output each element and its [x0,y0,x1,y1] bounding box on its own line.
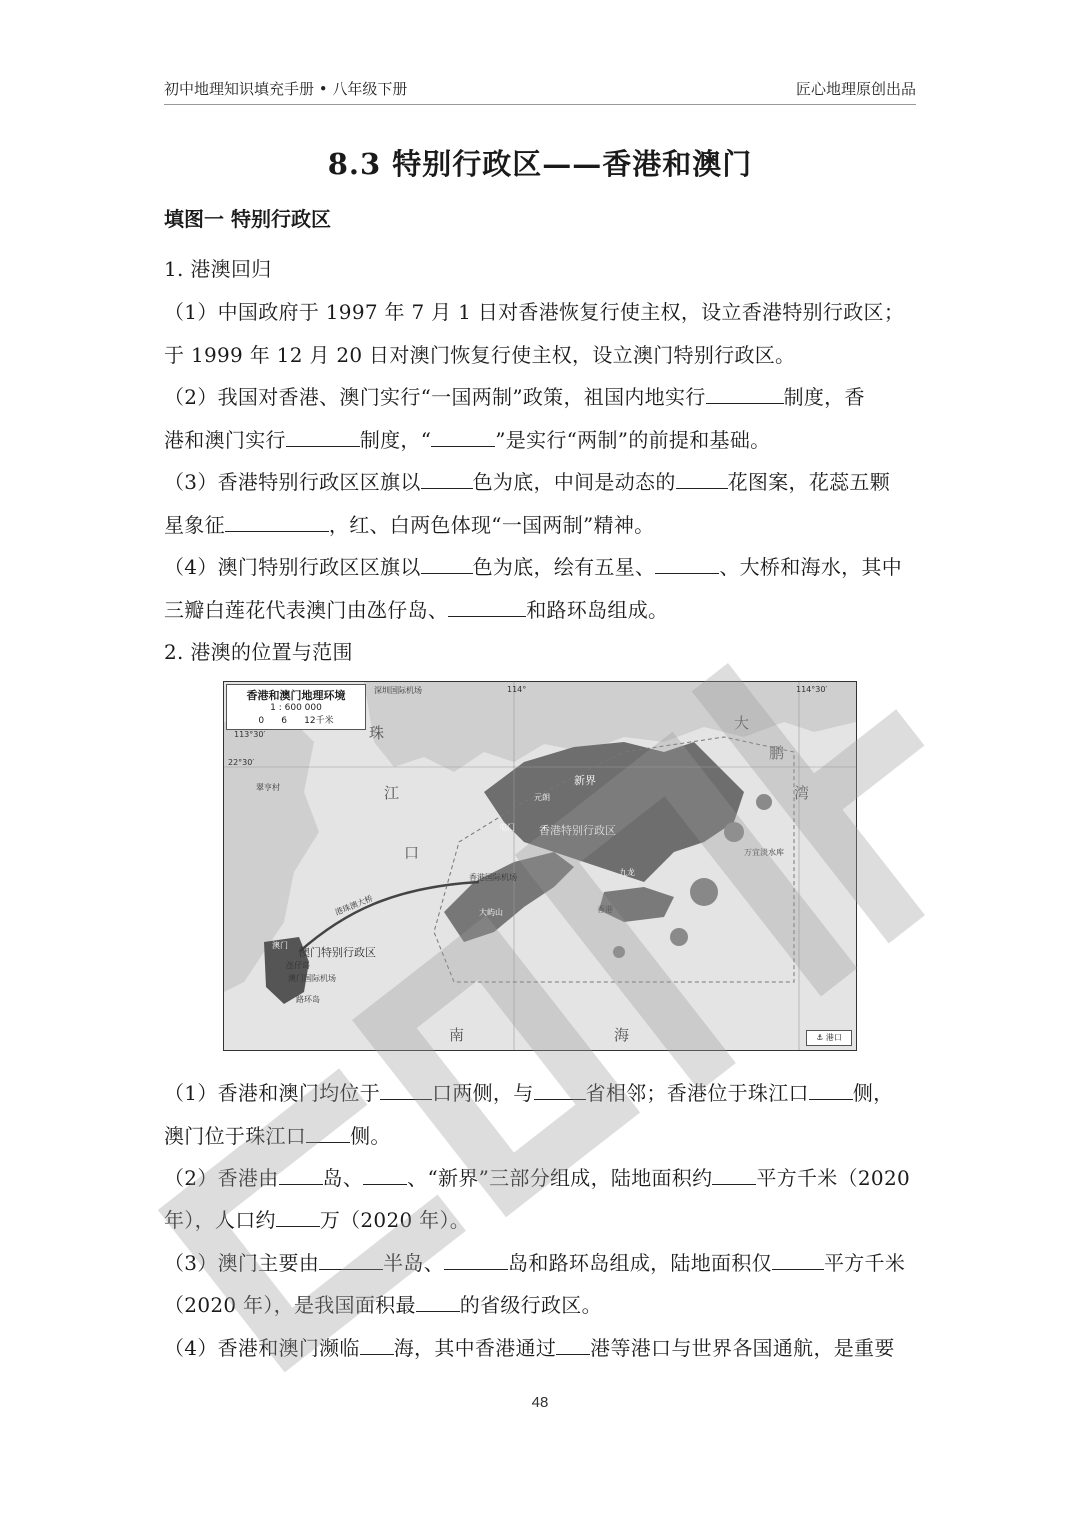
wan-label: 湾 [794,784,810,802]
q1-p3-line1 [164,466,890,495]
hk-island-label: 香港 [597,905,613,914]
page-title: 8.3 特别行政区——香港和澳门 [327,147,753,181]
section-heading: 填图一 特别行政区 [164,207,331,231]
text: 万（2020 年）。 [319,1208,471,1232]
answer-blank[interactable] [676,470,728,489]
bridge-label: 港珠澳大桥 [333,893,375,918]
q2-p1-line1 [164,1077,893,1106]
text: 岛和路环岛组成，陆地面积仅 [508,1251,772,1275]
answer-blank[interactable] [421,470,473,489]
map-scale-ticks [227,713,365,726]
scale-tick: 0 [258,716,265,726]
header-left: 初中地理知识填充手册 • 八年级下册 [164,80,408,98]
q2-p2-line2 [164,1204,470,1233]
text: 、“新界”三部分组成，陆地面积约 [407,1166,713,1190]
q2-p3-line2 [164,1289,602,1318]
q1-p1-line1: （1）中国政府于 1997 年 7 月 1 日对香港恢复行使主权，设立香港特别行政区； [164,300,905,324]
answer-blank[interactable] [556,1336,590,1355]
text: （2）我国对香港、澳门实行“一国两制”政策，祖国内地实行 [164,385,706,409]
text: 平方千米（2020 [756,1166,910,1190]
q1-heading: 1. 港澳回归 [164,257,272,281]
sz-airport-label: 深圳国际机场 [374,686,422,695]
text: （4）澳门特别行政区区旗以 [164,555,421,579]
text: 岛、 [322,1166,364,1190]
da-label: 大 [734,714,750,732]
answer-blank[interactable] [279,1166,323,1185]
hai-label: 海 [614,1026,630,1044]
answer-blank[interactable] [712,1166,756,1185]
text: 、大桥和海水，其中 [719,555,903,579]
q1-p3-line2 [164,509,654,538]
q1-p4-line2 [164,594,668,623]
answer-blank[interactable] [380,1081,432,1100]
q2-p4-line1 [164,1332,895,1361]
q1-p1-line2: 于 1999 年 12 月 20 日对澳门恢复行使主权，设立澳门特别行政区。 [164,343,796,367]
key-label: 港口 [825,1033,842,1042]
text: （1）香港和澳门均位于 [164,1081,381,1105]
text: 港等港口与世界各国通航，是重要 [590,1336,895,1360]
answer-blank[interactable] [421,555,473,574]
text: 港和澳门实行 [164,428,286,452]
hk-macao-map [223,681,857,1051]
answer-blank[interactable] [706,385,784,404]
page-number: 48 [531,1394,549,1411]
text: 海，其中香港通过 [393,1336,557,1360]
text: 和路环岛组成。 [526,598,669,622]
taipa-label: 氹仔岛 [286,961,310,970]
answer-blank[interactable] [416,1293,460,1312]
lat-label: 22°30′ [228,758,255,767]
lon-label: 114° [507,685,527,694]
q2-p2-line1 [164,1162,910,1191]
q2-p3-line1 [164,1247,905,1276]
text: 花图案，花蕊五颗 [727,470,891,494]
text: 侧。 [350,1124,391,1148]
scale-tick: 12千米 [304,716,334,726]
text: （2020 年），是我国面积最 [164,1293,416,1317]
map-legend [226,684,366,730]
text: （3）香港特别行政区区旗以 [164,470,421,494]
lon-label: 114°30′ [796,685,828,694]
text: 半岛、 [383,1251,445,1275]
text: 色为底，中间是动态的 [472,470,676,494]
header-rule [164,104,916,105]
mo-airport-label: 澳门国际机场 [288,974,336,983]
text: 三瓣白莲花代表澳门由氹仔岛、 [164,598,449,622]
q1-p2-line2 [164,424,770,453]
coloane-label: 路环岛 [296,995,320,1004]
answer-blank[interactable] [225,513,329,532]
text: 澳门位于珠江口 [164,1124,307,1148]
text: 省相邻；香港位于珠江口 [585,1081,809,1105]
text: 侧， [852,1081,894,1105]
answer-blank[interactable] [319,1251,383,1270]
map-key: ⚓ 港口 [806,1030,852,1046]
answer-blank[interactable] [363,1166,407,1185]
answer-blank[interactable] [772,1251,824,1270]
scale-tick: 6 [281,716,287,726]
answer-blank[interactable] [286,428,360,447]
text: 年），人口约 [164,1208,276,1232]
text: 星象征 [164,513,225,537]
text: 色为底，绘有五星、 [472,555,656,579]
text: 平方千米 [823,1251,906,1275]
answer-blank[interactable] [534,1081,586,1100]
cuiheng-label: 翠亨村 [256,783,280,792]
macao-sar-label: 澳门特别行政区 [299,946,376,959]
text: ，红、白两色体现“一国两制”精神。 [328,513,655,537]
yuenlong-label: 元朗 [534,793,550,802]
nan-label: 南 [449,1026,465,1044]
lantau-label: 大屿山 [479,908,503,917]
text: 的省级行政区。 [459,1293,602,1317]
xinjie-label: 新界 [574,774,596,787]
map-scale: 1 : 600 000 [270,703,322,713]
answer-blank[interactable] [306,1124,350,1143]
header-right: 匠心地理原创出品 [795,80,916,98]
hk-airport-label: 香港国际机场 [469,873,517,882]
answer-blank[interactable] [809,1081,853,1100]
answer-blank[interactable] [444,1251,508,1270]
q1-p2-line1 [164,381,865,410]
answer-blank[interactable] [276,1208,320,1227]
answer-blank[interactable] [448,598,526,617]
text: （2）香港由 [164,1166,279,1190]
answer-blank[interactable] [360,1336,394,1355]
text: （3）澳门主要由 [164,1251,320,1275]
hk-sar-label: 香港特别行政区 [539,824,616,837]
lon-label: 113°30′ [234,730,266,739]
q2-p1-line2 [164,1120,391,1149]
kowloon-label: 九龙 [619,868,635,877]
text: 制度，香 [783,385,865,409]
wanyi-label: 万宜淡水库 [744,848,784,857]
q1-p4-line1 [164,551,902,580]
peng-label: 鹏 [769,744,785,762]
text: 制度，“ [359,428,432,452]
text: ”是实行“两制”的前提和基础。 [495,428,771,452]
answer-blank[interactable] [655,555,719,574]
text: 口两侧，与 [432,1081,534,1105]
text: （4）香港和澳门濒临 [164,1336,360,1360]
macao-label: 澳门 [272,941,288,950]
map-title: 香港和澳门地理环境 [246,689,346,702]
zhu-label: 珠 [369,724,385,742]
answer-blank[interactable] [431,428,495,447]
jiang-label: 江 [384,784,400,802]
q2-heading: 2. 港澳的位置与范围 [164,640,353,664]
kou-label: 口 [404,844,420,862]
tuenmun-label: 屯门 [499,823,515,832]
